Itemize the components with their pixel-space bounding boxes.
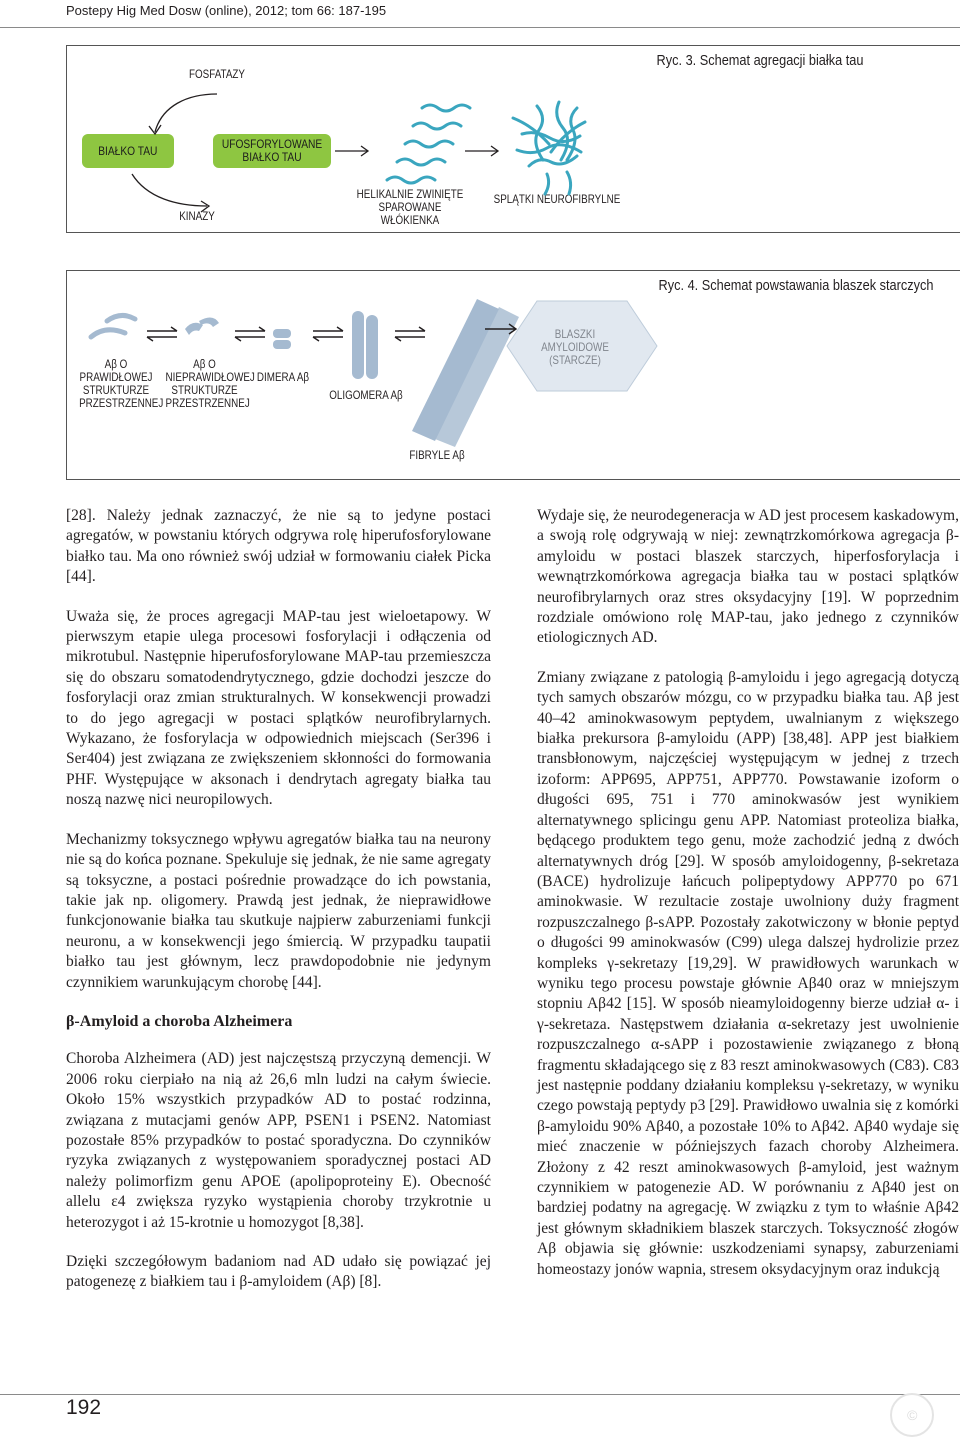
kinazy-label: KINAZY	[179, 209, 215, 223]
left-paragraph-3: Mechanizmy toksycznego wpływu agregatów białka tau na neurony nie są do końca poznane. Spekuluje się jednak, że nie same agregaty są toksyczne, a postaci pośrednie prowadzące do ich powstania, takie jak np. oligomery. Prawdą jest jednak, że nieprawidłowe funkcjonowanie białka tau skutkuje najpierw zaburzeniami funkcji neuronu, a w konsekwencji jego śmiercią. W przypadku taupatii białko tau jest głównym, lecz prawdopodobnie nie jedynym czynnikiem warunkującym chorobę [44].	[66, 830, 491, 991]
left-paragraph-5: Dzięki szczegółowym badaniom nad AD udało się powiązać jej patogenezę z białkiem tau i β-amyloidem (Aβ) [8].	[66, 1253, 491, 1291]
figure-4-caption: Ryc. 4. Schemat powstawania blaszek starczych	[658, 277, 933, 294]
section-heading: β-Amyloid a choroba Alzheimera	[66, 1012, 293, 1030]
left-paragraph-1: [28]. Należy jednak zaznaczyć, że nie są to jedyne postaci agregatów, w powstaniu których odgrywa rolę hiperufosforylowane białko tau. Ma ono również swój udział w formowaniu ciałek Picka [44].	[66, 507, 491, 586]
journal-header: Postepy Hig Med Dosw (online), 2012; tom 66: 187-195	[66, 3, 387, 18]
fibryle-label: FIBRYLE Aβ	[409, 448, 465, 462]
arrow-to-tangles	[465, 146, 498, 156]
tangle-icon	[513, 102, 585, 194]
fosfatazy-label: FOSFATAZY	[189, 67, 245, 81]
bottom-rule	[0, 1394, 960, 1395]
figure-3-box	[66, 45, 960, 233]
bialko-tau-box: BIAŁKO TAU	[82, 134, 174, 168]
figure-4-art	[67, 271, 960, 479]
ab-oligomer-icon	[352, 311, 378, 379]
figure-3-art	[67, 46, 960, 232]
figure-4-box	[66, 270, 960, 480]
left-column	[66, 506, 491, 1312]
figure-3-caption: Ryc. 3. Schemat agregacji białka tau	[656, 52, 863, 69]
ab-plaque-icon	[507, 301, 657, 391]
splatki-label: SPLĄTKI NEUROFIBRYLNE	[493, 192, 621, 206]
kinase-arrow	[132, 174, 209, 212]
ab-dimer-icon	[273, 329, 291, 349]
ab-monomer-icon	[91, 315, 135, 337]
left-paragraph-2: Uważa się, że proces agregacji MAP-tau jest wieloetapowy. W pierwszym etapie ulega procesowi fosforylacji i odłączenia od mikrotubul. Następnie hiperufosforylowane MAP-tau przemieszcza się do obszaru somatodendrytycznego, gdzie dochodzi jeszcze do fosforylacji oraz zmian strukturalnych. W konsekwencji prowadzi to do jego agregacji w postaci splątków neurofibrylarnych. Wykazano, że fosforylacja w odpowiednich miejscach (Ser396 i Ser404) jest związana ze zwiększeniem skłonności do formowania PHF. Występujące w aksonach i dendrytach agregaty białka tau noszą nazwę nici neuropilowych.	[66, 607, 491, 809]
ufosforylowane-box: UFOSFORYLOWANE BIAŁKO TAU	[213, 134, 331, 168]
ab-prawidlowa-label: Aβ O PRAWIDŁOWEJ STRUKTURZE PRZESTRZENNEJ	[79, 357, 164, 410]
oligomera-label: OLIGOMERA Aβ	[329, 388, 403, 402]
dimera-label: DIMERA Aβ	[256, 370, 310, 384]
top-rule	[0, 27, 960, 28]
helikalnie-label: HELIKALNIE ZWINIĘTE SPAROWANE WŁÓKIENKA	[356, 187, 464, 227]
phosphatase-arrow	[149, 94, 217, 134]
left-paragraph-4: Choroba Alzheimera (AD) jest najczęstszą przyczyną demencji. W 2006 roku cierpiało na nią aż 26,6 mln ludzi na całym świecie. Około 15% wszystkich przypadków AD to postać rodzinna, związana z mutacjami genów APP, PSEN1 i PSEN2. Natomiast pozostałe 85% przypadków to postać sporadyczna. Do czynników ryzyka związanych z występowaniem sporadycznej postaci AD należy polimorfizm genu APOE (apolipoproteiny E). Obecność allelu ε4 zwiększa ryzyko wystąpienia choroby trzykrotnie u heterozygot i aż 15-krotnie u homozygot [8,38].	[66, 1050, 491, 1231]
arrow-to-filaments	[335, 146, 368, 156]
page-number: 192	[66, 1396, 102, 1419]
helical-filament-icon	[387, 105, 470, 183]
ab-misfolded-icon	[185, 317, 219, 335]
ab-fibril-icon	[412, 299, 519, 447]
right-paragraph-2: Zmiany związane z patologią β-amyloidu i jego agregacją dotyczą tych samych obszarów mózgu, co w przypadku białka tau. Aβ jest 40–42 aminokwasowym peptydem, uwalnianym z większego białka prekursora β-amyloidu (APP) [38,48]. APP jest białkiem transbłonowym, najczęściej występującym w jednej z trzech izoform: APP695, APP751, APP770. Powstawanie izoform o długości 695, 751 i 770 aminokwasów jest wynikiem alternatywnego splicingu genu APP. Natomiast proteoliza białka, będącego produktem tego genu, może zachodzić jedną z dwóch alternatywnych dróg [29]. W sposób amyloidogenny, β-sekretaza (BACE) hydrolizuje łańcuch polipeptydowy APP770 po 671 aminokwasie. W rezultacie zostaje uwolniony duży fragment rozpuszczalnego β-sAPP. Pozostały zakotwiczony w błonie peptyd o długości 99 aminokwasów (C99) ulega dalszej hydrolizie przez kompleks γ-sekretazy [19,29]. W prawidłowych warunkach w wyniku tego procesu powstaje głównie Aβ40 oraz w mniejszym stopniu Aβ42 [15]. W sposób nieamyloidogenny bierze udział α- i γ-sekretaza. Następstwem działania α-sekretazy jest uwolnienie rozpuszczalnego α-sAPP i pozostawienie związanego z błoną fragmentu składającego się z 83 reszt aminokwasowych (C83). C83 jest następnie poddany działaniu kompleksu γ-sekretazy, w wyniku czego powstają peptydy p3 [29]. Prawidłowo uwalnia się z komórki β-amyloidu 90% Aβ40, a pozostałe 10% to Aβ42. Aβ40 wydaje się mieć znaczenie w późniejszych fazach choroby Alzheimera. Złożony z 42 reszt aminokwasowych β-amyloid, jest ważnym czynnikiem w patogenezie AD. W porównaniu z Aβ40 jest on bardziej podatny na agregację. W związku z tym to właśnie Aβ42 jest głównym składnikiem blaszek starczych. Toksyczność złogów Aβ objawia się głównie: uszkodzeniami synapsy, zaburzeniami homeostazy jonów wapnia, stresem oksydacyjnym oraz indukcją	[537, 668, 959, 1278]
right-paragraph-1: Wydaje się, że neurodegeneracja w AD jest procesem kaskadowym, a swoją rolę odgrywają w niej: zewnątrzkomórkowa agregacja β-amyloidu w postaci blaszek starczych, hiperfosforylacja i wewnątrzkomórkowa agregacja białka tau w postaci splątków neurofibrylarnych oraz stres oksydacyjny [19]. W poprzednim rozdziale omówiono rolę MAP-tau, jako jednego z czynników etiologicznych AD.	[537, 507, 959, 647]
publisher-logo-icon: ©	[890, 1393, 934, 1437]
right-column	[537, 506, 959, 1299]
ab-nieprawidlowa-label: Aβ O NIEPRAWIDŁOWEJ STRUKTURZE PRZESTRZENNEJ	[165, 357, 255, 410]
